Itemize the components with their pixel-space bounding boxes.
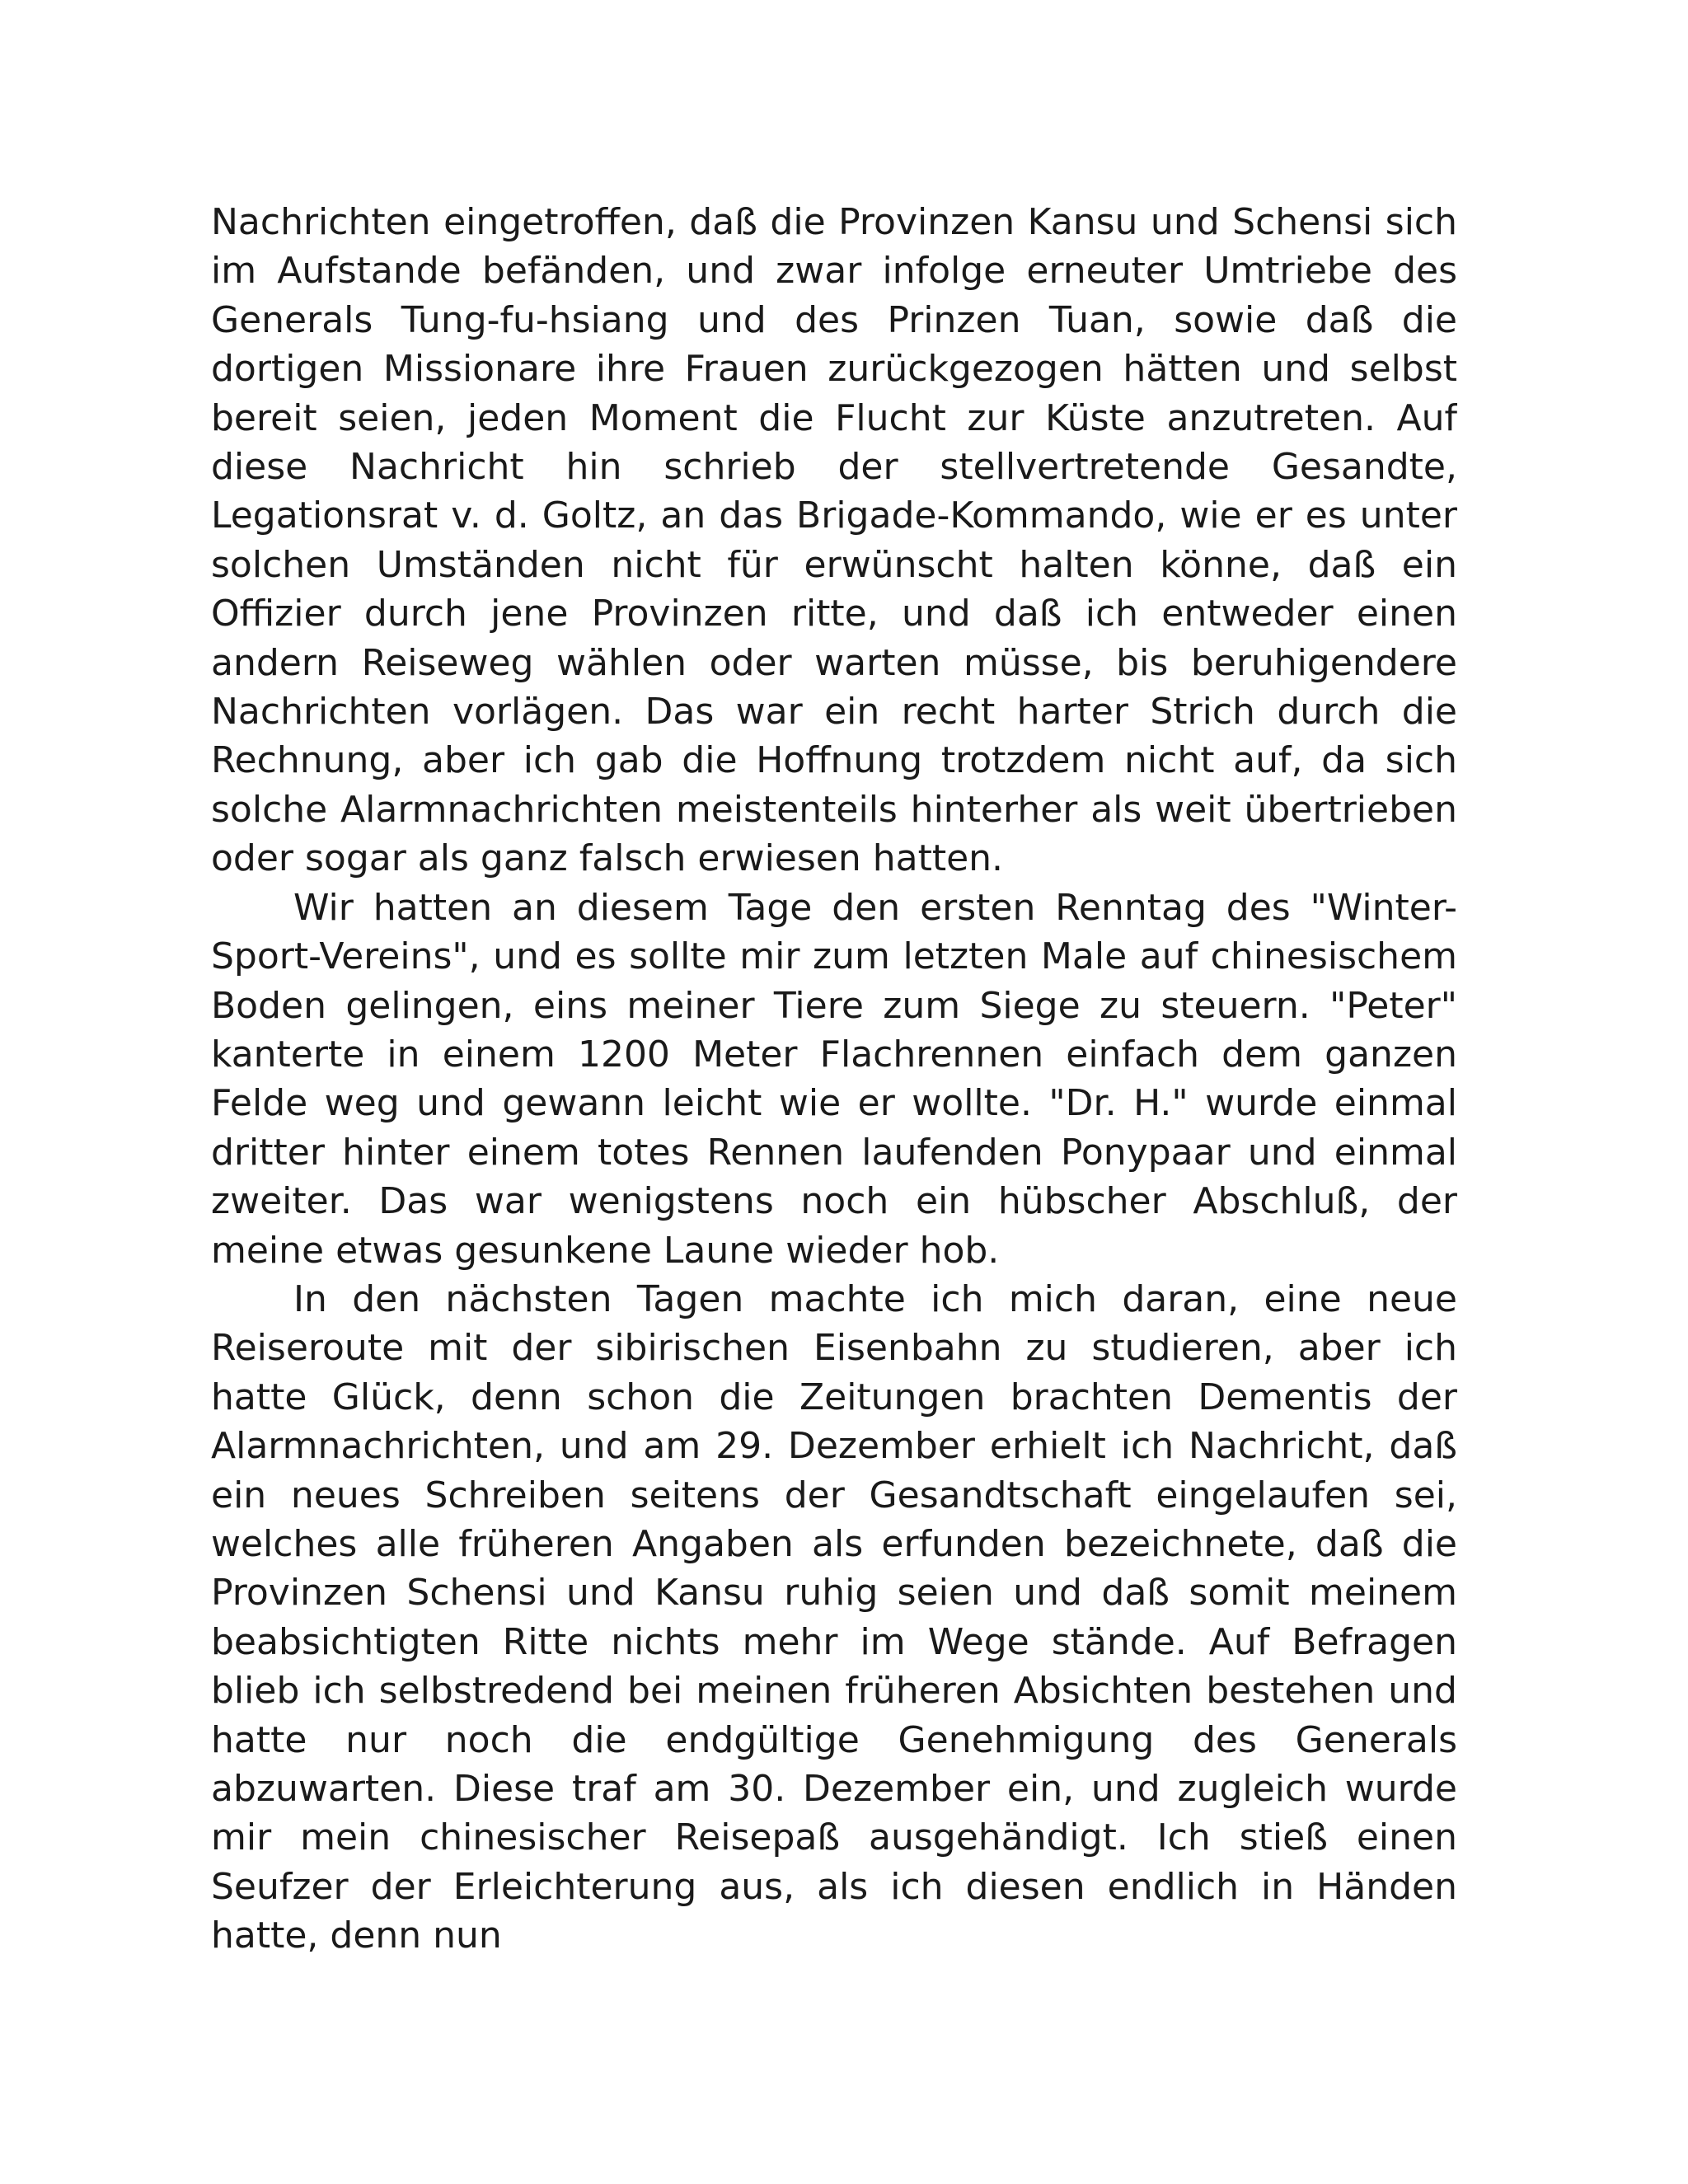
paragraph-2: Wir hatten an diesem Tage den ersten Renntag des "Winter-Sport-Vereins", und es sollte mir zum letzten Male auf chinesischem Boden gelingen, eins meiner Tiere zum Siege zu steuern. "Peter" kanterte in einem 1200 Meter Flachrennen einfach dem ganzen Felde weg und gewann leicht wie er wollte. "Dr. H." wurde einmal dritter hinter einem totes Rennen laufenden Ponypaar und einmal zweiter. Das war wenigstens noch ein hübscher Abschluß, der meine etwas gesunkene Laune wieder hob. — [211, 886, 1457, 1272]
paragraph-1: Nachrichten eingetroffen, daß die Provinzen Kansu und Schensi sich im Aufstande befänden, und zwar infolge erneuter Umtriebe des Generals Tung-fu-hsiang und des Prinzen Tuan, sowie daß die dortigen Missionare ihre Frauen zurückgezogen hätten und selbst bereit seien, jeden Moment die Flucht zur Küste anzutreten. Auf diese Nachricht hin schrieb der stellvertretende Gesandte, Legationsrat v. d. Goltz, an das Brigade-Kommando, wie er es unter solchen Umständen nicht für erwünscht halten könne, daß ein Offizier durch jene Provinzen ritte, und daß ich entweder einen andern Reiseweg wählen oder warten müsse, bis beruhigendere Nachrichten vorlägen. Das war ein recht harter Strich durch die Rechnung, aber ich gab die Hoffnung trotzdem nicht auf, da sich solche Alarmnachrichten meistenteils hinterher als weit übertrieben oder sogar als ganz falsch erwiesen hatten. — [211, 201, 1457, 880]
document-page — [211, 198, 1457, 1994]
paragraph-3: In den nächsten Tagen machte ich mich daran, eine neue Reiseroute mit der sibirischen Eisenbahn zu studieren, aber ich hatte Glück, denn schon die Zeitungen brachten Dementis der Alarmnachrichten, und am 29. Dezember erhielt ich Nachricht, daß ein neues Schreiben seitens der Gesandtschaft eingelaufen sei, welches alle früheren Angaben als erfunden bezeichnete, daß die Provinzen Schensi und Kansu ruhig seien und daß somit meinem beabsichtigten Ritte nichts mehr im Wege stände. Auf Befragen blieb ich selbstredend bei meinen früheren Absichten bestehen und hatte nur noch die endgültige Genehmigung des Generals abzuwarten. Diese traf am 30. Dezember ein, und zugleich wurde mir mein chinesischer Reisepaß ausgehändigt. Ich stieß einen Seufzer der Erleichterung aus, als ich diesen endlich in Händen hatte, denn nun — [211, 1277, 1457, 1957]
